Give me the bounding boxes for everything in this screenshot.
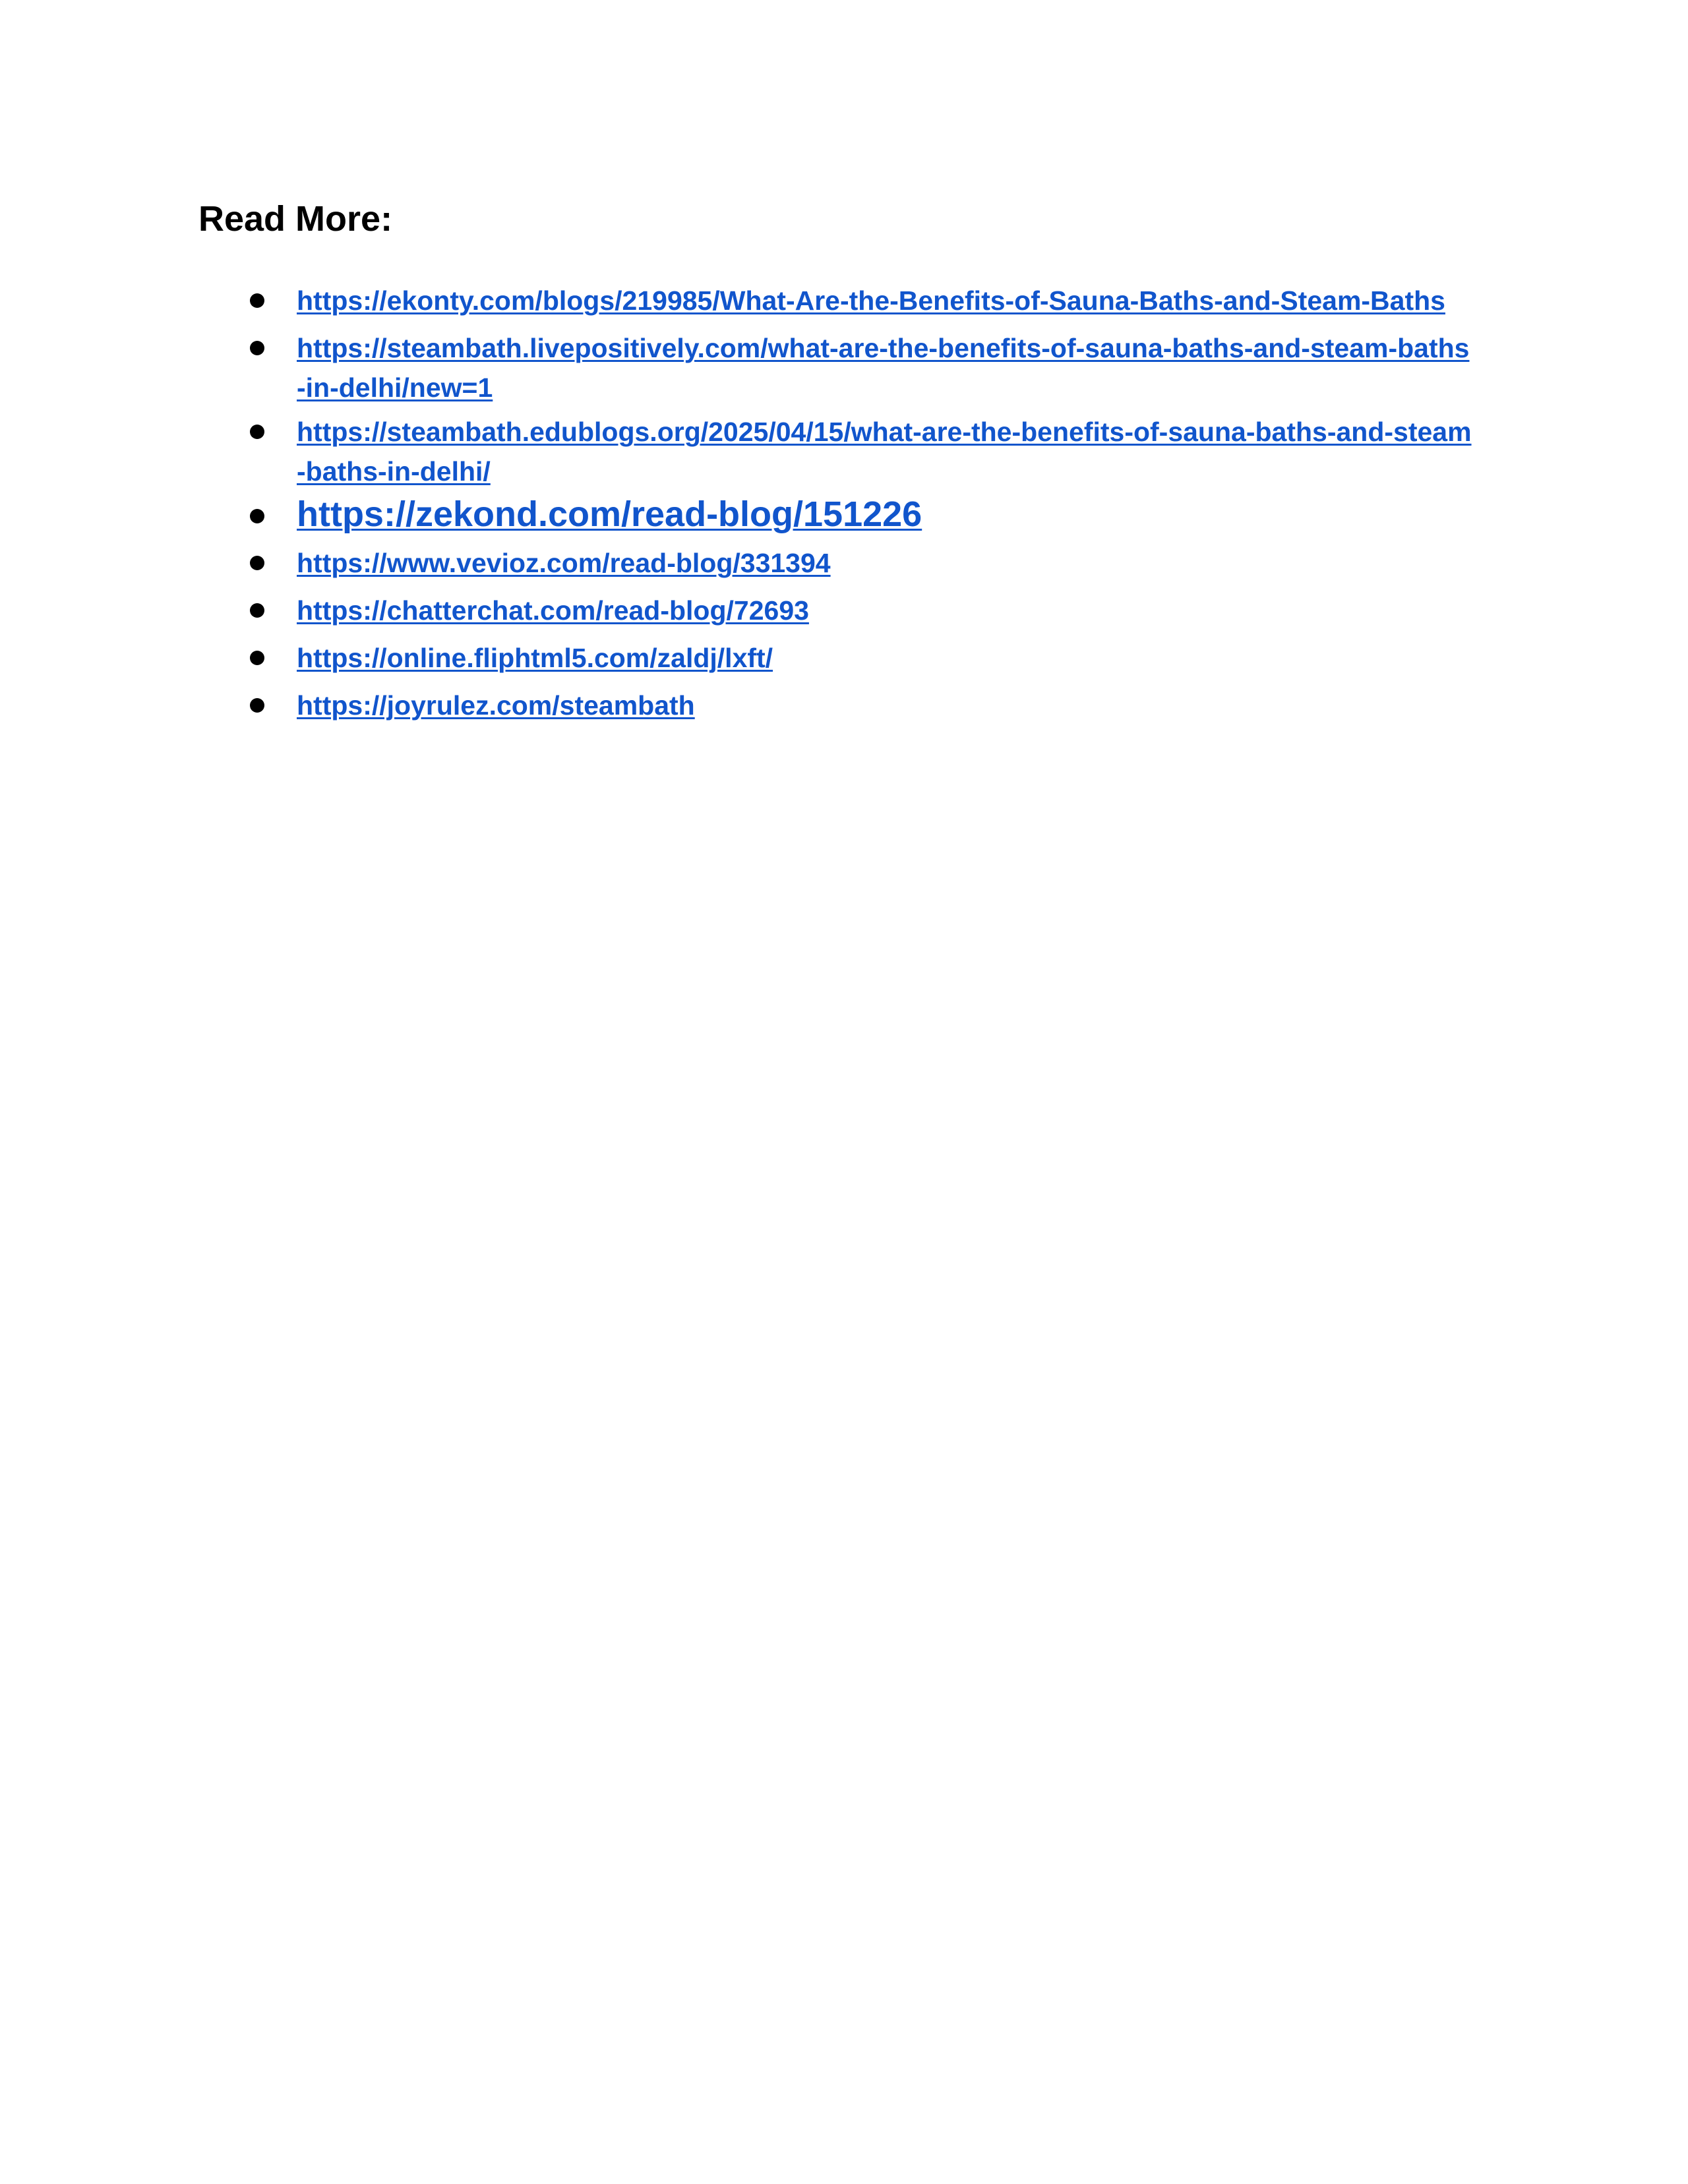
link-edublogs[interactable]: https://steambath.edublogs.org/2025/04/15/what-are-the-benefits-of-sauna-baths-and-steam-baths-in-delhi/: [297, 417, 1472, 487]
bullet-icon: [250, 651, 264, 665]
link-chatterchat[interactable]: https://chatterchat.com/read-blog/72693: [297, 595, 809, 626]
bullet-icon: [250, 425, 264, 439]
link-fliphtml5[interactable]: https://online.fliphtml5.com/zaldj/lxft/: [297, 643, 773, 673]
link-joyrulez[interactable]: https://joyrulez.com/steambath: [297, 690, 695, 721]
bullet-icon: [250, 698, 264, 713]
read-more-heading: Read More:: [198, 199, 393, 239]
link-livepositively[interactable]: https://steambath.livepositively.com/what-are-the-benefits-of-sauna-baths-and-steam-baths-in-delhi/new=1: [297, 333, 1470, 403]
link-ekonty[interactable]: https://ekonty.com/blogs/219985/What-Are-the-Benefits-of-Sauna-Baths-and-Steam-Baths: [297, 285, 1445, 316]
link-vevioz[interactable]: https://www.vevioz.com/read-blog/331394: [297, 548, 831, 578]
bullet-icon: [250, 556, 264, 570]
bullet-icon: [250, 293, 264, 308]
bullet-icon: [250, 341, 264, 355]
link-zekond[interactable]: https://zekond.com/read-blog/151226: [297, 494, 922, 534]
bullet-icon: [250, 509, 264, 523]
bullet-icon: [250, 603, 264, 618]
